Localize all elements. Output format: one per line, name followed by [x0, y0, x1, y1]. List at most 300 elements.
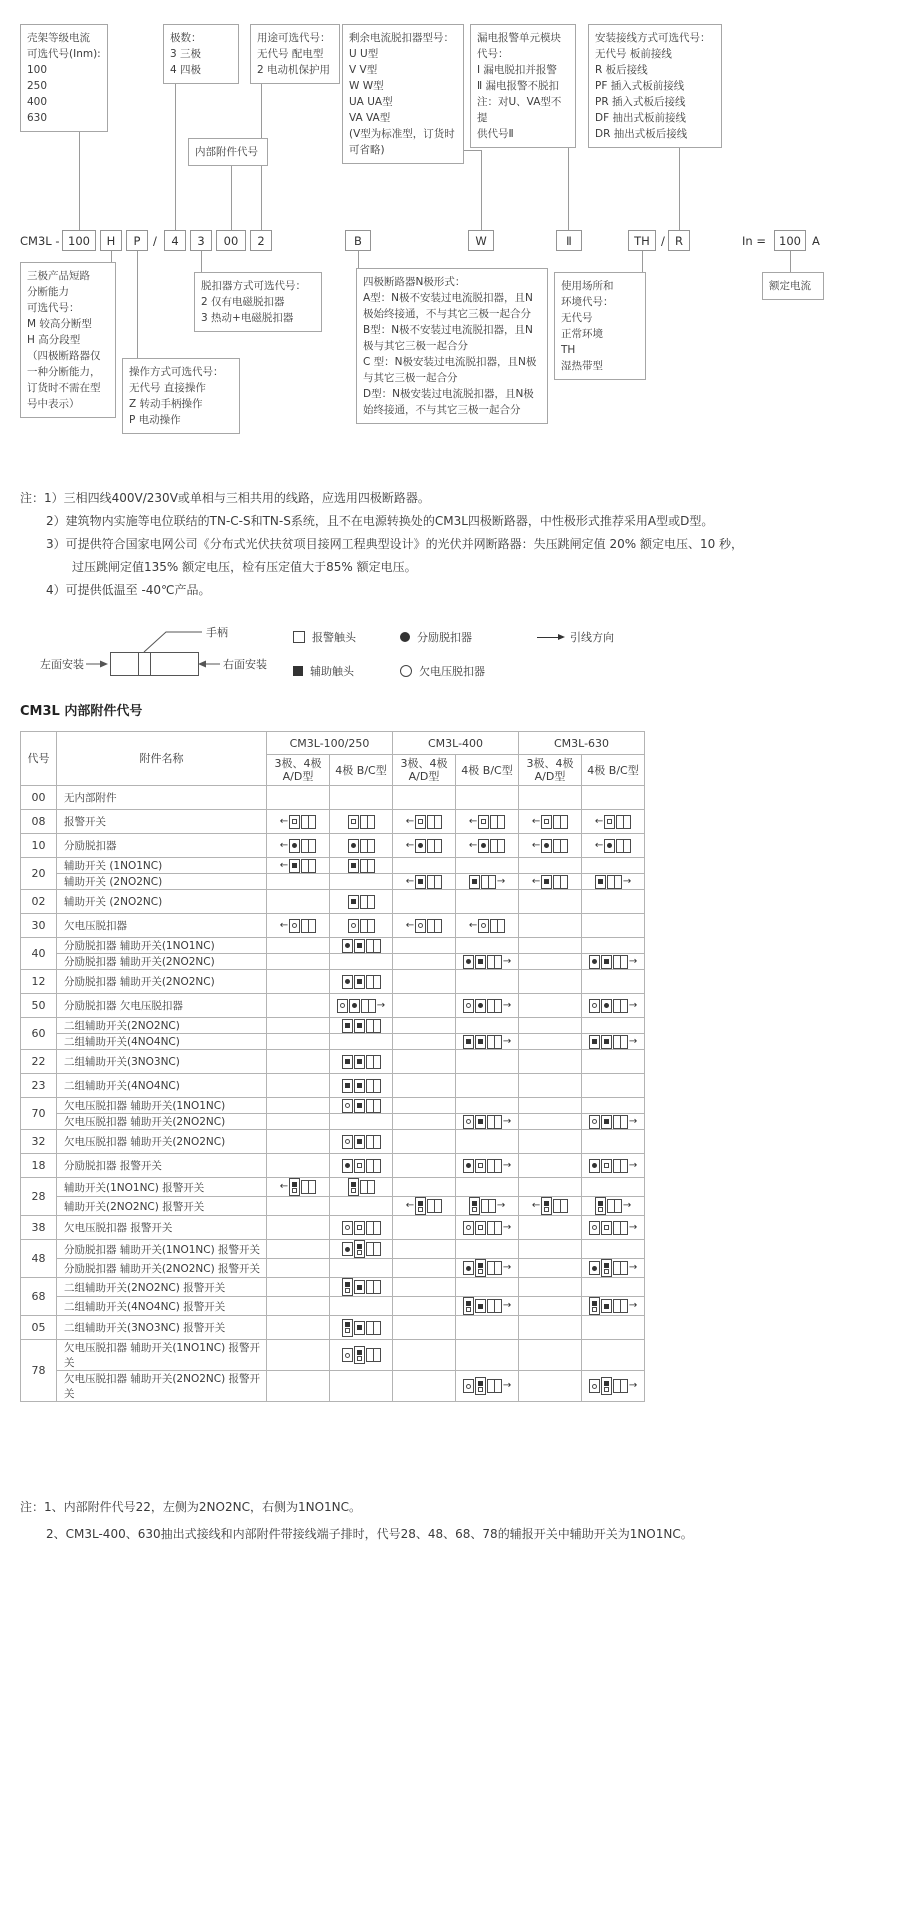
table-row [21, 914, 645, 938]
accessory-diagram-cell [582, 1098, 645, 1114]
accessory-diagram-cell [519, 1050, 582, 1074]
text-line: 250 [27, 80, 48, 92]
accessory-diagram [595, 875, 631, 889]
accessory-diagram-cell [393, 1371, 456, 1402]
symbol [418, 819, 423, 824]
text-line: 四极断路器N极形式： [363, 276, 466, 288]
accessory-diagram [463, 1115, 511, 1129]
callout-internal-accessory [188, 138, 268, 166]
symbol [357, 1103, 362, 1108]
accessory-diagram [342, 1319, 381, 1337]
accessory-diagram-cell [519, 786, 582, 810]
symbol [357, 1356, 362, 1361]
aux-alarm-combo-icon [595, 1197, 606, 1215]
symbol [478, 1119, 483, 1124]
undervoltage-release-icon [289, 919, 300, 933]
table-row [21, 1340, 645, 1371]
accessory-diagram-cell [393, 1074, 456, 1098]
accessory-diagram-cell [456, 938, 519, 954]
shunt-release-icon [589, 1159, 600, 1173]
accessory-diagram [280, 1178, 316, 1196]
breaker-frame-icon [301, 919, 316, 933]
accessory-code: 50 [21, 994, 57, 1018]
symbol [292, 819, 297, 824]
breaker-frame-icon [366, 1159, 381, 1173]
accessory-diagram [532, 815, 568, 829]
accessory-diagram [463, 1259, 511, 1277]
breaker-frame-icon [427, 1199, 442, 1213]
accessory-diagram-cell [330, 1034, 393, 1050]
accessory-diagram [589, 1297, 637, 1315]
aux-alarm-combo-icon [601, 1377, 612, 1395]
symbol [544, 819, 549, 824]
symbol [351, 863, 356, 868]
undervoltage-release-icon [463, 1115, 474, 1129]
accessory-diagram-cell [519, 1371, 582, 1402]
lead-left-arrow-icon: ← [594, 839, 604, 851]
breaker-frame-icon [366, 1019, 381, 1033]
accessory-diagram-cell [519, 1316, 582, 1340]
accessory-code: 08 [21, 810, 57, 834]
breaker-frame-icon [487, 1379, 502, 1393]
text-line: 3极、4极 [400, 757, 448, 770]
lead-left-arrow-icon: ← [468, 919, 478, 931]
symbol [345, 943, 350, 948]
breaker-frame-icon [301, 815, 316, 829]
accessory-code: 32 [21, 1130, 57, 1154]
lead-left-arrow-icon: ← [405, 1200, 415, 1211]
accessory-diagram-cell [582, 970, 645, 994]
breaker-frame-icon [613, 1221, 628, 1235]
accessory-diagram-cell [456, 954, 519, 970]
lead-left-arrow-icon: ← [279, 839, 289, 851]
alarm-contact-icon [478, 815, 489, 829]
auxiliary-contact-icon [342, 1019, 353, 1033]
aux-alarm-combo-icon [354, 1240, 365, 1258]
accessory-diagram-cell [267, 1340, 330, 1371]
text-line: B型：N极不安装过电流脱扣器，且N [363, 324, 533, 336]
breaker-frame-icon [361, 999, 376, 1013]
accessory-diagram-cell [330, 874, 393, 890]
accessory-diagram-cell [393, 1240, 456, 1259]
symbol [357, 1139, 362, 1144]
left-install-arrowhead [100, 661, 108, 668]
symbol [604, 1263, 609, 1268]
accessory-diagram-cell [456, 1216, 519, 1240]
accessory-diagram [348, 1178, 375, 1196]
accessory-diagram-cell [519, 1018, 582, 1034]
undervoltage-release-icon [415, 919, 426, 933]
text-line: (V型为标准型，订货时 [349, 128, 455, 140]
symbol [604, 1119, 609, 1124]
accessory-diagram-cell [456, 1018, 519, 1034]
accessory-diagram [469, 1197, 505, 1215]
undervoltage-release-icon [348, 919, 359, 933]
rated-current-unit: A [812, 233, 820, 248]
accessory-diagram [342, 1278, 381, 1296]
text-line: 操作方式可选代号： [129, 366, 224, 378]
accessory-diagram-cell [582, 874, 645, 890]
symbol [351, 819, 356, 824]
lead-right-arrow-icon: → [502, 1262, 512, 1273]
subheader-bc [456, 755, 519, 786]
accessory-diagram-cell [456, 970, 519, 994]
accessory-diagram-cell [456, 1371, 519, 1402]
breaker-frame-icon [427, 875, 442, 889]
symbol [604, 1003, 609, 1008]
text-line: 过压跳闸定值135% 额定电压，检有压定值大于85% 额定电压。 [72, 560, 417, 574]
undervoltage-release-icon [589, 999, 600, 1013]
legend-label: 辅助触头 [310, 665, 354, 678]
symbol [345, 1353, 350, 1358]
breaker-frame-icon [366, 1242, 381, 1256]
text-line: 环境代号： [561, 296, 614, 308]
accessory-diagram [348, 815, 375, 829]
auxiliary-contact-icon [354, 1135, 365, 1149]
undervoltage-release-icon [342, 1348, 353, 1362]
accessory-diagram [469, 875, 505, 889]
accessory-diagram-cell [456, 1197, 519, 1216]
symbol [345, 1059, 350, 1064]
breaker-frame-icon [481, 1199, 496, 1213]
alarm-contact-icon [289, 815, 300, 829]
lead-left-arrow-icon: ← [405, 875, 415, 887]
text-line: 正常环境 [561, 328, 603, 340]
accessory-diagram-cell [519, 1178, 582, 1197]
text-line: 注：对U、VA型不提 [477, 96, 562, 124]
legend-label: 欠电压脱扣器 [419, 665, 485, 678]
accessory-code: 10 [21, 834, 57, 858]
accessory-diagram-cell [519, 914, 582, 938]
text-line: 漏电报警单元模块代号： [477, 32, 561, 60]
text-line: 与其它三极一起合分 [363, 372, 458, 384]
accessory-diagram-cell [267, 1259, 330, 1278]
breaker-frame-icon [607, 875, 622, 889]
accessory-name: 分励脱扣器 报警开关 [57, 1154, 267, 1178]
accessory-diagram-cell [456, 1114, 519, 1130]
text-line: 3极、4极 [274, 757, 322, 770]
accessory-diagram-cell [582, 786, 645, 810]
lead-left-arrow-icon: ← [531, 839, 541, 851]
auxiliary-contact-icon [589, 1035, 600, 1049]
accessory-diagram-cell [456, 890, 519, 914]
symbol [351, 899, 356, 904]
accessory-diagram-cell [393, 1178, 456, 1197]
shunt-release-icon [604, 839, 615, 853]
symbol [592, 1384, 597, 1389]
symbol [345, 1163, 350, 1168]
accessory-diagram-cell [393, 890, 456, 914]
accessory-name: 分励脱扣器 辅助开关(1NO1NC) 报警开关 [57, 1240, 267, 1259]
symbol [351, 923, 356, 928]
symbol [357, 1285, 362, 1290]
text-line: 4 四极 [170, 64, 202, 76]
breaker-frame-icon [490, 815, 505, 829]
alarm-contact-icon [604, 815, 615, 829]
subheader-ad [267, 755, 330, 786]
lead-left-arrow-icon: ← [405, 839, 415, 851]
accessory-diagram-cell [393, 1216, 456, 1240]
accessory-diagram [342, 1135, 381, 1149]
undervoltage-release-icon [342, 1135, 353, 1149]
accessory-name: 二组辅助开关(2NO2NC) 报警开关 [57, 1278, 267, 1297]
accessory-diagram-cell [267, 1018, 330, 1034]
alarm-contact-icon [475, 1221, 486, 1235]
symbol [292, 1182, 297, 1187]
text-line: Ⅰ 漏电脱扣并报警 [477, 64, 557, 76]
lead-left-arrow-icon: ← [405, 919, 415, 931]
accessory-diagram-cell [582, 1178, 645, 1197]
text-line: 极与其它三极一起合分 [363, 340, 468, 352]
undervoltage-release-icon [589, 1115, 600, 1129]
text-line: 一种分断能力， [27, 366, 101, 378]
text-line: C 型：N极安装过电流脱扣器，且N极 [363, 356, 537, 368]
symbol [466, 1003, 471, 1008]
code-leakage-alarm-module: Ⅱ [556, 230, 582, 251]
accessory-diagram-cell [330, 1130, 393, 1154]
accessory-diagram-cell [330, 858, 393, 874]
auxiliary-contact-icon [601, 1115, 612, 1129]
text-line: P 电动操作 [129, 414, 181, 426]
breaker-frame-icon [366, 1221, 381, 1235]
legend-item [293, 629, 356, 645]
symbol [292, 863, 297, 868]
text-line: 2）建筑物内实施等电位联结的TN-C-S和TN-S系统，且不在电源转换处的CM3L四极断路器，中性极形式推荐采用A型或D型。 [46, 514, 714, 528]
symbol [345, 1322, 350, 1327]
auxiliary-contact-icon [601, 955, 612, 969]
lead-right-arrow-icon: → [628, 1300, 638, 1311]
accessory-diagram-cell [393, 786, 456, 810]
text-line: 3 三极 [170, 48, 202, 60]
accessory-diagram-cell [456, 994, 519, 1018]
accessory-code: 38 [21, 1216, 57, 1240]
accessory-diagram [532, 1197, 568, 1215]
accessory-name: 分励脱扣器 辅助开关(2NO2NC) [57, 970, 267, 994]
lead-right-arrow-icon: → [496, 875, 506, 887]
accessory-diagram-cell [267, 1297, 330, 1316]
lead-left-arrow-icon: ← [279, 1181, 289, 1192]
accessory-name: 报警开关 [57, 810, 267, 834]
shunt-release-icon [342, 939, 353, 953]
text-line: 4极 B/C型 [335, 763, 387, 777]
shunt-release-icon [478, 839, 489, 853]
table-header-row [21, 732, 645, 755]
accessory-code: 30 [21, 914, 57, 938]
breaker-frame-icon [487, 1035, 502, 1049]
callout-breaking-capacity [20, 262, 116, 418]
accessory-diagram-cell [393, 1340, 456, 1371]
lead-left-arrow-icon: ← [531, 815, 541, 827]
auxiliary-contact-icon [475, 955, 486, 969]
breaker-frame-icon [481, 875, 496, 889]
legend-item [400, 629, 472, 645]
accessory-name: 二组辅助开关(4NO4NC) [57, 1074, 267, 1098]
accessory-diagram-cell [582, 938, 645, 954]
accessory-diagram-cell [330, 890, 393, 914]
auxiliary-contact-icon [348, 895, 359, 909]
breaker-frame-icon [487, 1299, 502, 1313]
accessory-diagram-cell [393, 970, 456, 994]
text-line: 无代号 [561, 312, 593, 324]
model-prefix: CM3L - [20, 233, 60, 248]
symbol [598, 1201, 603, 1206]
symbol [607, 843, 612, 848]
text-line: 内部附件代号 [195, 146, 258, 158]
accessory-diagram [595, 839, 631, 853]
accessory-table [20, 731, 645, 1402]
accessory-diagram-cell [330, 1018, 393, 1034]
table-row [21, 1034, 645, 1050]
accessory-diagram [342, 1346, 381, 1364]
breaker-frame-icon [613, 1115, 628, 1129]
symbol [598, 879, 603, 884]
table-row [21, 1297, 645, 1316]
text-line: Z 转动手柄操作 [129, 398, 203, 410]
left-install-label: 左面安装 [40, 658, 84, 671]
accessory-diagram [463, 1377, 511, 1395]
accessory-name: 二组辅助开关(3NO3NC) [57, 1050, 267, 1074]
text-line: 630 [27, 112, 48, 124]
lead-left-arrow-icon: ← [531, 875, 541, 887]
accessory-diagram-cell [519, 1278, 582, 1297]
breaker-frame-icon [366, 975, 381, 989]
text-line: 2、CM3L-400、630抽出式接线和内部附件带接线端子排时，代号28、48、68、78的辅报开关中辅助开关为1NO1NC。 [46, 1527, 693, 1541]
accessory-code: 70 [21, 1098, 57, 1130]
shunt-release-icon [415, 839, 426, 853]
symbol [592, 959, 597, 964]
symbol [357, 1163, 362, 1168]
accessory-diagram-cell [393, 1316, 456, 1340]
auxiliary-contact-icon [475, 1035, 486, 1049]
aux-alarm-combo-icon [463, 1297, 474, 1315]
symbol [604, 1269, 609, 1274]
shunt-release-icon [463, 1159, 474, 1173]
accessory-diagram-cell [267, 954, 330, 970]
accessory-diagram-cell [582, 914, 645, 938]
table-notes [20, 1494, 880, 1548]
symbol [345, 1247, 350, 1252]
accessory-diagram-cell [519, 1297, 582, 1316]
text-line: A型：N极不安装过电流脱扣器，且N [363, 292, 533, 304]
undervoltage-release-icon [337, 999, 348, 1013]
undervoltage-release-icon [478, 919, 489, 933]
symbol [592, 1307, 597, 1312]
symbol [598, 1207, 603, 1212]
breaker-frame-icon [553, 815, 568, 829]
symbol [466, 1119, 471, 1124]
accessory-diagram-cell [582, 1316, 645, 1340]
text-line: 极始终接通，不与其它三极一起合分 [363, 308, 531, 320]
symbol [345, 1282, 350, 1287]
text-line: D型：N极安装过电流脱扣器，且N极 [363, 388, 534, 400]
code-frame-current: 100 [62, 230, 96, 251]
accessory-diagram-cell [330, 1197, 393, 1216]
accessory-code: 18 [21, 1154, 57, 1178]
accessory-name: 分励脱扣器 辅助开关(2NO2NC) 报警开关 [57, 1259, 267, 1278]
accessory-diagram-cell [456, 1050, 519, 1074]
accessory-diagram-cell [582, 858, 645, 874]
accessory-code: 20 [21, 858, 57, 890]
table-row [21, 1240, 645, 1259]
right-install-arrowhead [198, 661, 206, 668]
symbol [357, 1023, 362, 1028]
accessory-diagram-cell [393, 914, 456, 938]
accessory-diagram-cell [582, 1216, 645, 1240]
accessory-diagram-cell [330, 1178, 393, 1197]
accessory-diagram-cell [456, 858, 519, 874]
symbol [357, 1083, 362, 1088]
accessory-code: 48 [21, 1240, 57, 1278]
callout-usage [250, 24, 340, 84]
breaker-frame-icon [490, 839, 505, 853]
accessory-diagram-cell [330, 1259, 393, 1278]
accessory-diagram-cell [330, 954, 393, 970]
aux-alarm-combo-icon [415, 1197, 426, 1215]
accessory-diagram-cell [519, 1340, 582, 1371]
symbol [478, 1003, 483, 1008]
lead-right-arrow-icon: → [502, 955, 512, 967]
text-line: Ⅱ 漏电报警不脱扣 [477, 80, 560, 92]
accessory-diagram-cell [582, 1371, 645, 1402]
symbol [481, 843, 486, 848]
subheader-ad [519, 755, 582, 786]
legend-item [537, 629, 614, 645]
text-line: 分断能力 [27, 286, 69, 298]
symbol [478, 1304, 483, 1309]
callout-leakage-alarm-module [470, 24, 576, 148]
text-line: 供代号Ⅱ [477, 128, 514, 140]
legend-item [400, 663, 485, 679]
accessory-diagram [463, 1159, 511, 1173]
handle-label: 手柄 [206, 626, 228, 639]
symbol [357, 1250, 362, 1255]
accessory-diagram-cell [393, 1259, 456, 1278]
accessory-diagram [589, 999, 637, 1013]
accessory-diagram-cell [519, 874, 582, 890]
aux-alarm-combo-icon [601, 1259, 612, 1277]
text-line: 三极产品短路 [27, 270, 90, 282]
accessory-name: 欠电压脱扣器 [57, 914, 267, 938]
accessory-diagram-cell [456, 1278, 519, 1297]
accessory-name: 二组辅助开关(4NO4NC) 报警开关 [57, 1297, 267, 1316]
accessory-diagram-cell [519, 1216, 582, 1240]
accessory-diagram-cell [330, 810, 393, 834]
breaker-frame-icon [613, 1035, 628, 1049]
accessory-diagram-cell [582, 810, 645, 834]
lead-left-arrow-icon: ← [405, 815, 415, 827]
text-line: 4极 B/C型 [587, 763, 639, 777]
symbol [592, 1039, 597, 1044]
text-line: 无代号 直接操作 [129, 382, 206, 394]
code-environment: TH [628, 230, 656, 251]
accessory-diagram-cell [393, 994, 456, 1018]
accessory-diagram-cell [456, 914, 519, 938]
table-row [21, 1259, 645, 1278]
accessory-diagram-cell [456, 786, 519, 810]
accessory-diagram [337, 999, 385, 1013]
accessory-diagram-cell [393, 954, 456, 970]
accessory-diagram-cell [519, 1197, 582, 1216]
text-line: （四极断路器仅 [27, 350, 101, 362]
accessory-code: 22 [21, 1050, 57, 1074]
accessory-diagram-cell [582, 954, 645, 970]
handle-pointer-line [144, 632, 202, 652]
breaker-frame-icon [366, 1348, 381, 1362]
alarm-contact-icon [601, 1221, 612, 1235]
auxiliary-contact-icon [342, 1055, 353, 1069]
legend-label: 引线方向 [570, 631, 614, 644]
accessory-diagram [348, 919, 375, 933]
